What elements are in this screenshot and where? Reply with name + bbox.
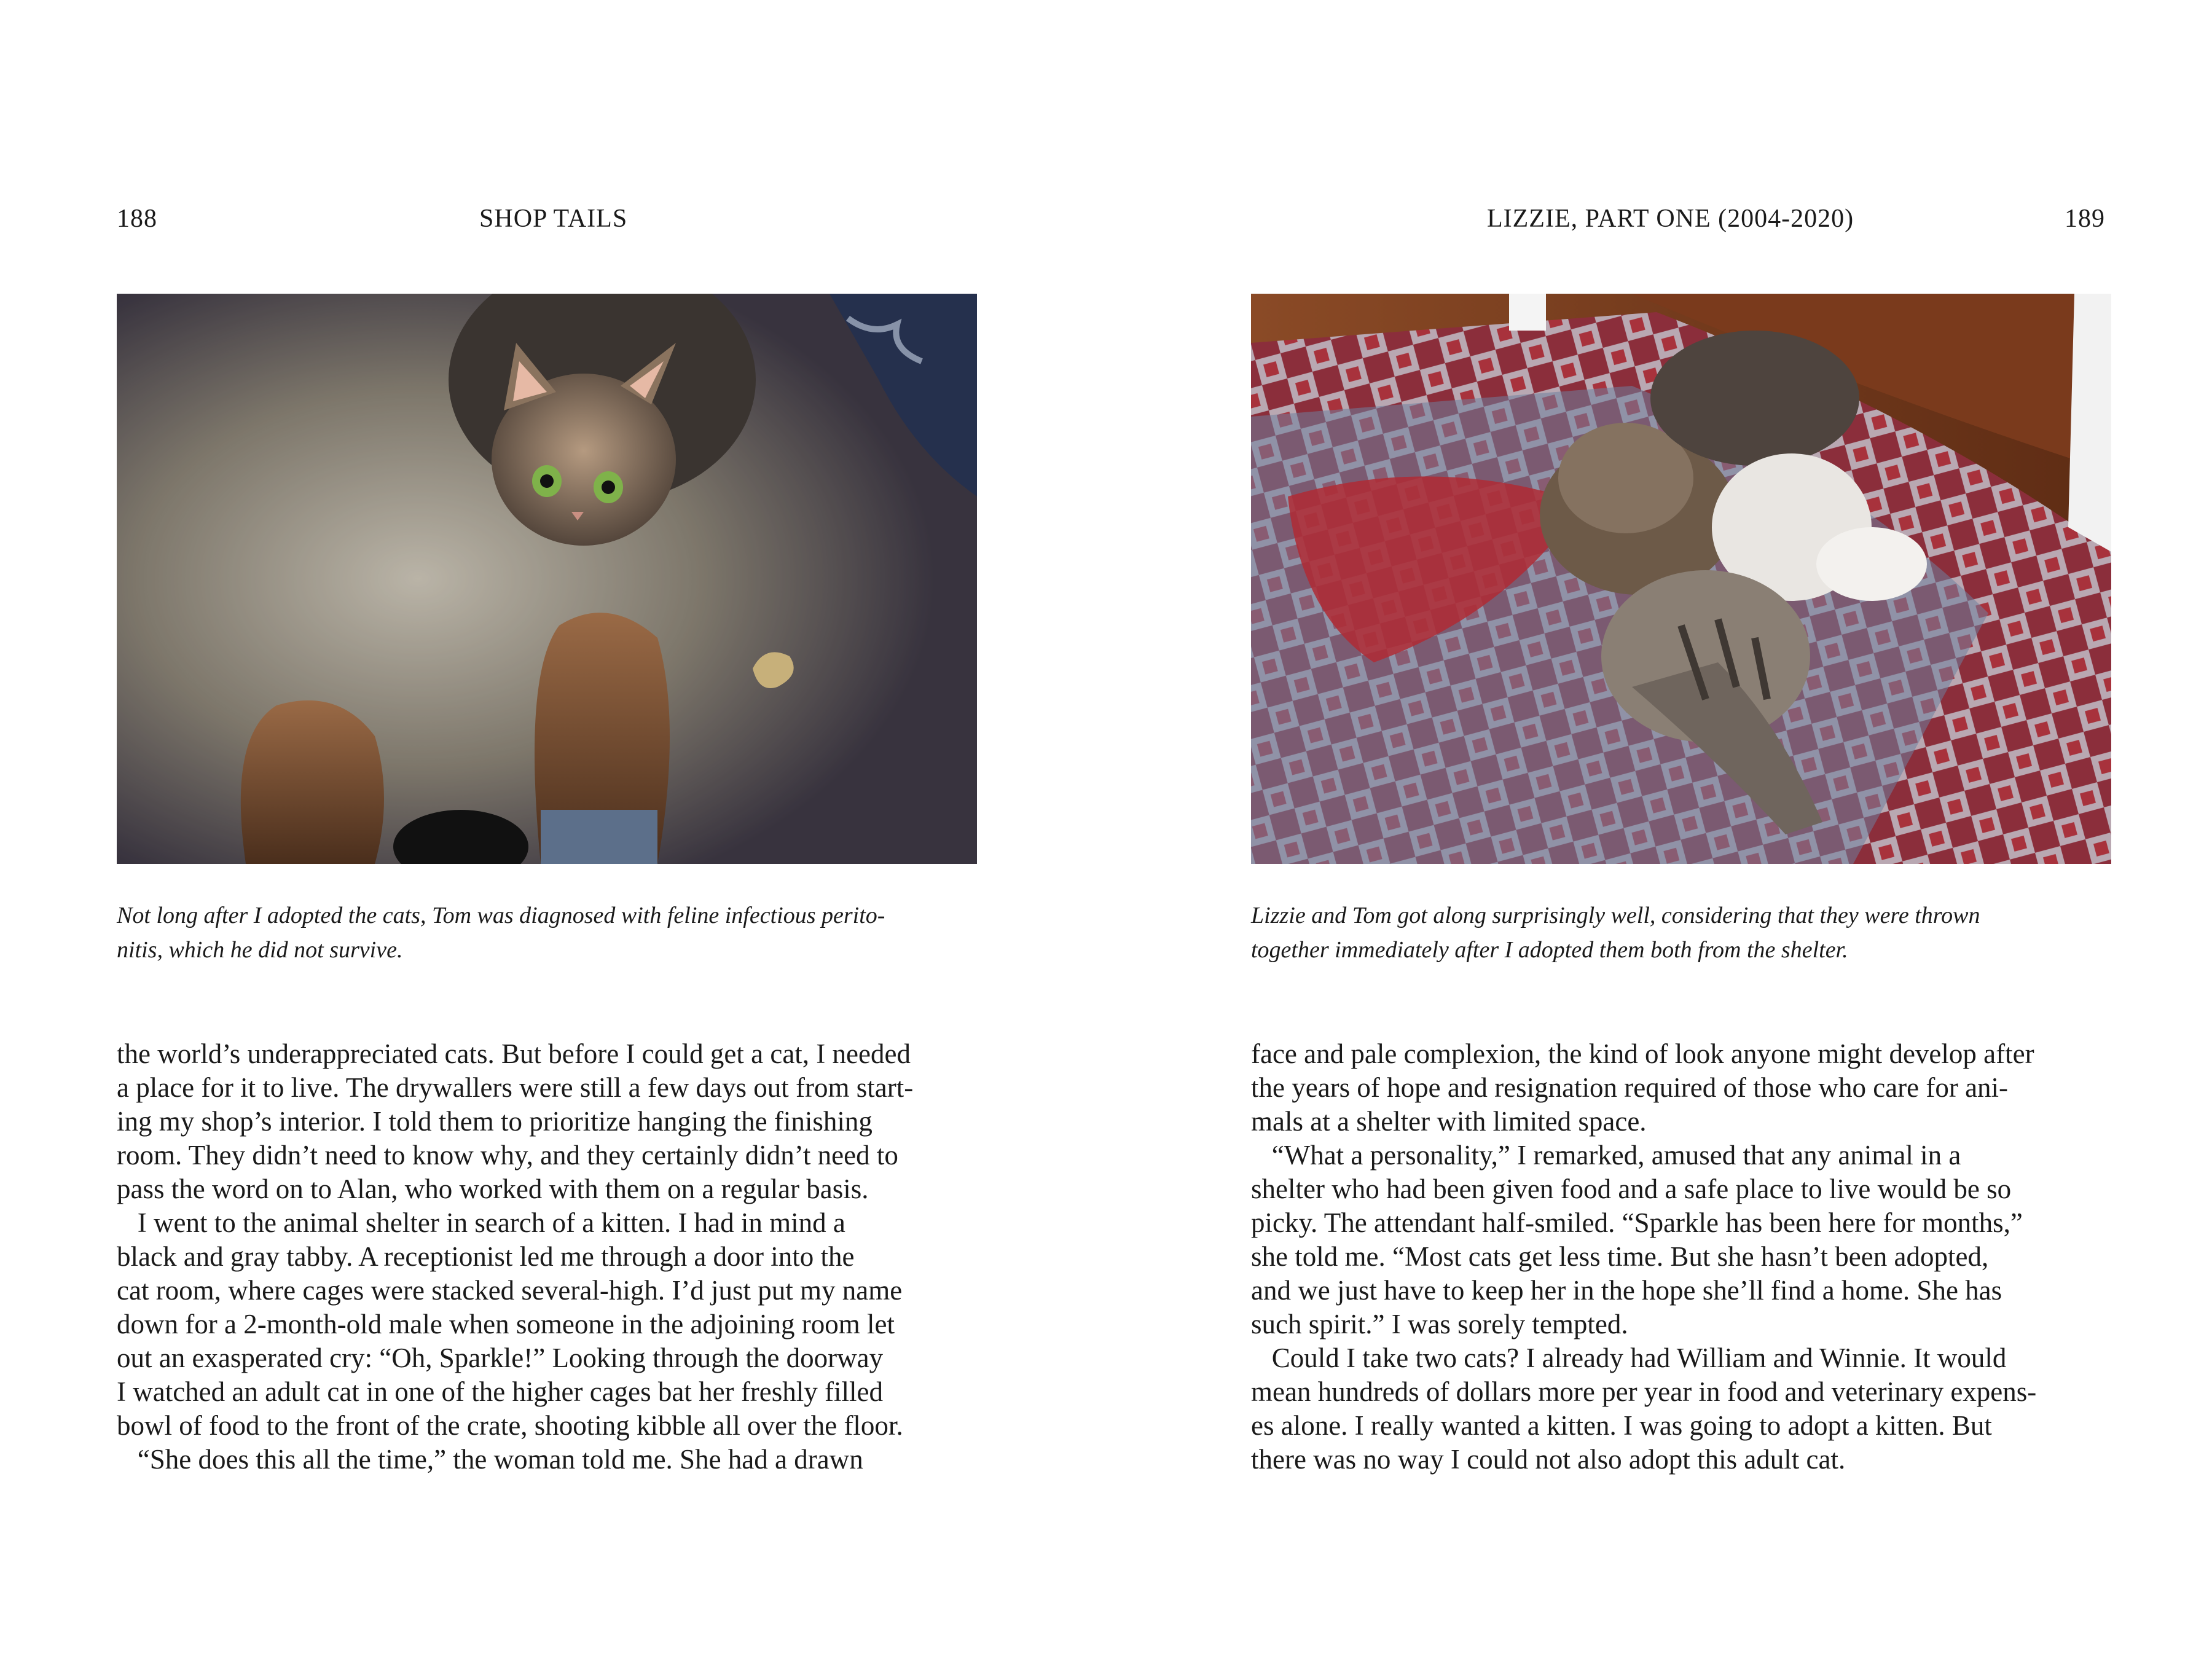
running-head: LIZZIE, PART ONE (2004-2020) [1487, 205, 1854, 233]
body-line: “What a personality,” I remarked, amused that any animal in a [1251, 1140, 1961, 1171]
body-line: I went to the animal shelter in search of a kitten. I had in mind a [117, 1207, 845, 1238]
body-line: mean hundreds of dollars more per year in food and veterinary expens- [1251, 1376, 2037, 1407]
body-line: I watched an adult cat in one of the higher cages bat her freshly filled [117, 1376, 883, 1407]
body-text [117, 1037, 989, 1477]
body-line: Could I take two cats? I already had William and Winnie. It would [1251, 1343, 2007, 1373]
kitten-photo [117, 294, 977, 864]
body-line: the years of hope and resignation required of those who care for ani- [1251, 1072, 2009, 1103]
caption-line: together immediately after I adopted them both from the shelter. [1251, 937, 1848, 963]
body-line: cat room, where cages were stacked several-high. I’d just put my name [117, 1275, 903, 1306]
body-line: there was no way I could not also adopt this adult cat. [1251, 1444, 1846, 1475]
body-line: room. They didn’t need to know why, and they certainly didn’t need to [117, 1140, 898, 1171]
body-line: and we just have to keep her in the hope she’ll find a home. She has [1251, 1275, 2002, 1306]
cats-on-rug-photo [1251, 294, 2111, 864]
body-text [1251, 1037, 2124, 1477]
body-line: face and pale complexion, the kind of look anyone might develop after [1251, 1038, 2034, 1069]
page-number: 189 [2065, 205, 2105, 233]
body-line: out an exasperated cry: “Oh, Sparkle!” Looking through the doorway [117, 1343, 884, 1373]
page-number: 188 [117, 205, 157, 233]
kitten-looking-up-image [117, 294, 977, 864]
body-line: a place for it to live. The drywallers were still a few days out from start- [117, 1072, 914, 1103]
photo-caption [117, 898, 983, 967]
body-line: pass the word on to Alan, who worked with them on a regular basis. [117, 1174, 869, 1204]
caption-line: Lizzie and Tom got along surprisingly well, considering that they were thrown [1251, 903, 1980, 928]
body-line: the world’s underappreciated cats. But before I could get a cat, I needed [117, 1038, 911, 1069]
right-page [1106, 0, 2212, 1659]
body-line: mals at a shelter with limited space. [1251, 1106, 1647, 1137]
photo-caption [1251, 898, 2117, 967]
body-line: black and gray tabby. A receptionist led me through a door into the [117, 1241, 855, 1272]
body-line: down for a 2-month-old male when someone in the adjoining room let [117, 1309, 895, 1339]
running-head: SHOP TAILS [479, 205, 628, 233]
caption-line: nitis, which he did not survive. [117, 937, 403, 963]
body-line: picky. The attendant half-smiled. “Sparkle has been here for months,” [1251, 1207, 2023, 1238]
caption-line: Not long after I adopted the cats, Tom was diagnosed with feline infectious perito- [117, 903, 885, 928]
body-line: bowl of food to the front of the crate, shooting kibble all over the floor. [117, 1410, 903, 1441]
body-line: “She does this all the time,” the woman told me. She had a drawn [117, 1444, 863, 1475]
body-line: such spirit.” I was sorely tempted. [1251, 1309, 1628, 1339]
body-line: ing my shop’s interior. I told them to prioritize hanging the finishing [117, 1106, 873, 1137]
body-line: shelter who had been given food and a safe place to live would be so [1251, 1174, 2012, 1204]
body-line: she told me. “Most cats get less time. But she hasn’t been adopted, [1251, 1241, 1989, 1272]
cats-on-rug-image [1251, 294, 2111, 864]
body-line: es alone. I really wanted a kitten. I was going to adopt a kitten. But [1251, 1410, 1992, 1441]
